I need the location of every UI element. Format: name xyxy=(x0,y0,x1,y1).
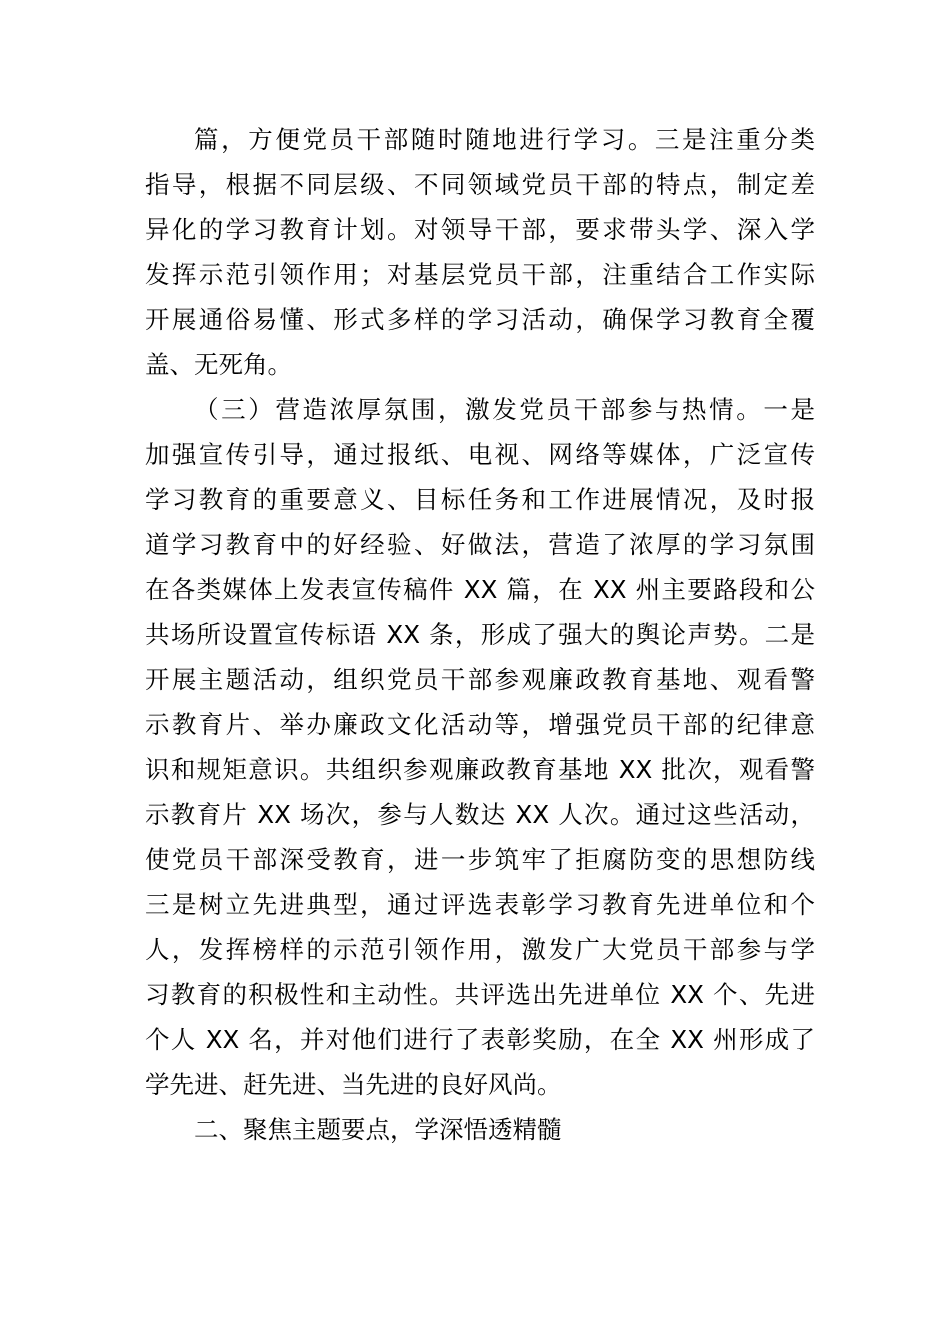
paragraph-line: 学先进、赶先进、当先进的良好风尚。 xyxy=(145,1070,562,1099)
paragraph-line: 在各类媒体上发表宣传稿件 XX 篇，在 XX 州主要路段和公 xyxy=(145,575,815,604)
paragraph-line: 指导，根据不同层级、不同领域党员干部的特点，制定差 xyxy=(145,170,815,199)
paragraph-line: 发挥示范引领作用；对基层党员干部，注重结合工作实际 xyxy=(145,260,815,289)
paragraph-line: 个人 XX 名，并对他们进行了表彰奖励，在全 XX 州形成了 xyxy=(145,1025,815,1054)
paragraph-line: 三是树立先进典型，通过评选表彰学习教育先进单位和个 xyxy=(145,890,815,919)
paragraph-line: 开展主题活动，组织党员干部参观廉政教育基地、观看警 xyxy=(145,665,815,694)
paragraph-line: 示教育片、举办廉政文化活动等，增强党员干部的纪律意 xyxy=(145,710,815,739)
chapter-heading: 二、聚焦主题要点，学深悟透精髓 xyxy=(194,1115,562,1144)
paragraph-line: 示教育片 XX 场次，参与人数达 XX 人次。通过这些活动， xyxy=(145,800,815,829)
paragraph-line: 篇，方便党员干部随时随地进行学习。三是注重分类 xyxy=(194,125,815,154)
paragraph-line: 开展通俗易懂、形式多样的学习活动，确保学习教育全覆 xyxy=(145,305,815,334)
paragraph-line: 道学习教育中的好经验、好做法，营造了浓厚的学习氛围 xyxy=(145,530,815,559)
paragraph-line: 异化的学习教育计划。对领导干部，要求带头学、深入学 xyxy=(145,215,815,244)
paragraph-line: 学习教育的重要意义、目标任务和工作进展情况，及时报 xyxy=(145,485,815,514)
paragraph-line: 加强宣传引导，通过报纸、电视、网络等媒体，广泛宣传 xyxy=(145,440,815,469)
paragraph-line: 人，发挥榜样的示范引领作用，激发广大党员干部参与学 xyxy=(145,935,815,964)
paragraph-line: 习教育的积极性和主动性。共评选出先进单位 XX 个、先进 xyxy=(145,980,815,1009)
paragraph-line: 盖、无死角。 xyxy=(145,350,292,379)
paragraph-line: 使党员干部深受教育，进一步筑牢了拒腐防变的思想防线 xyxy=(145,845,815,874)
paragraph-line: 识和规矩意识。共组织参观廉政教育基地 XX 批次，观看警 xyxy=(145,755,815,784)
section-heading-line: （三）营造浓厚氛围，激发党员干部参与热情。一是 xyxy=(194,395,815,424)
paragraph-line: 共场所设置宣传标语 XX 条，形成了强大的舆论声势。二是 xyxy=(145,620,815,649)
